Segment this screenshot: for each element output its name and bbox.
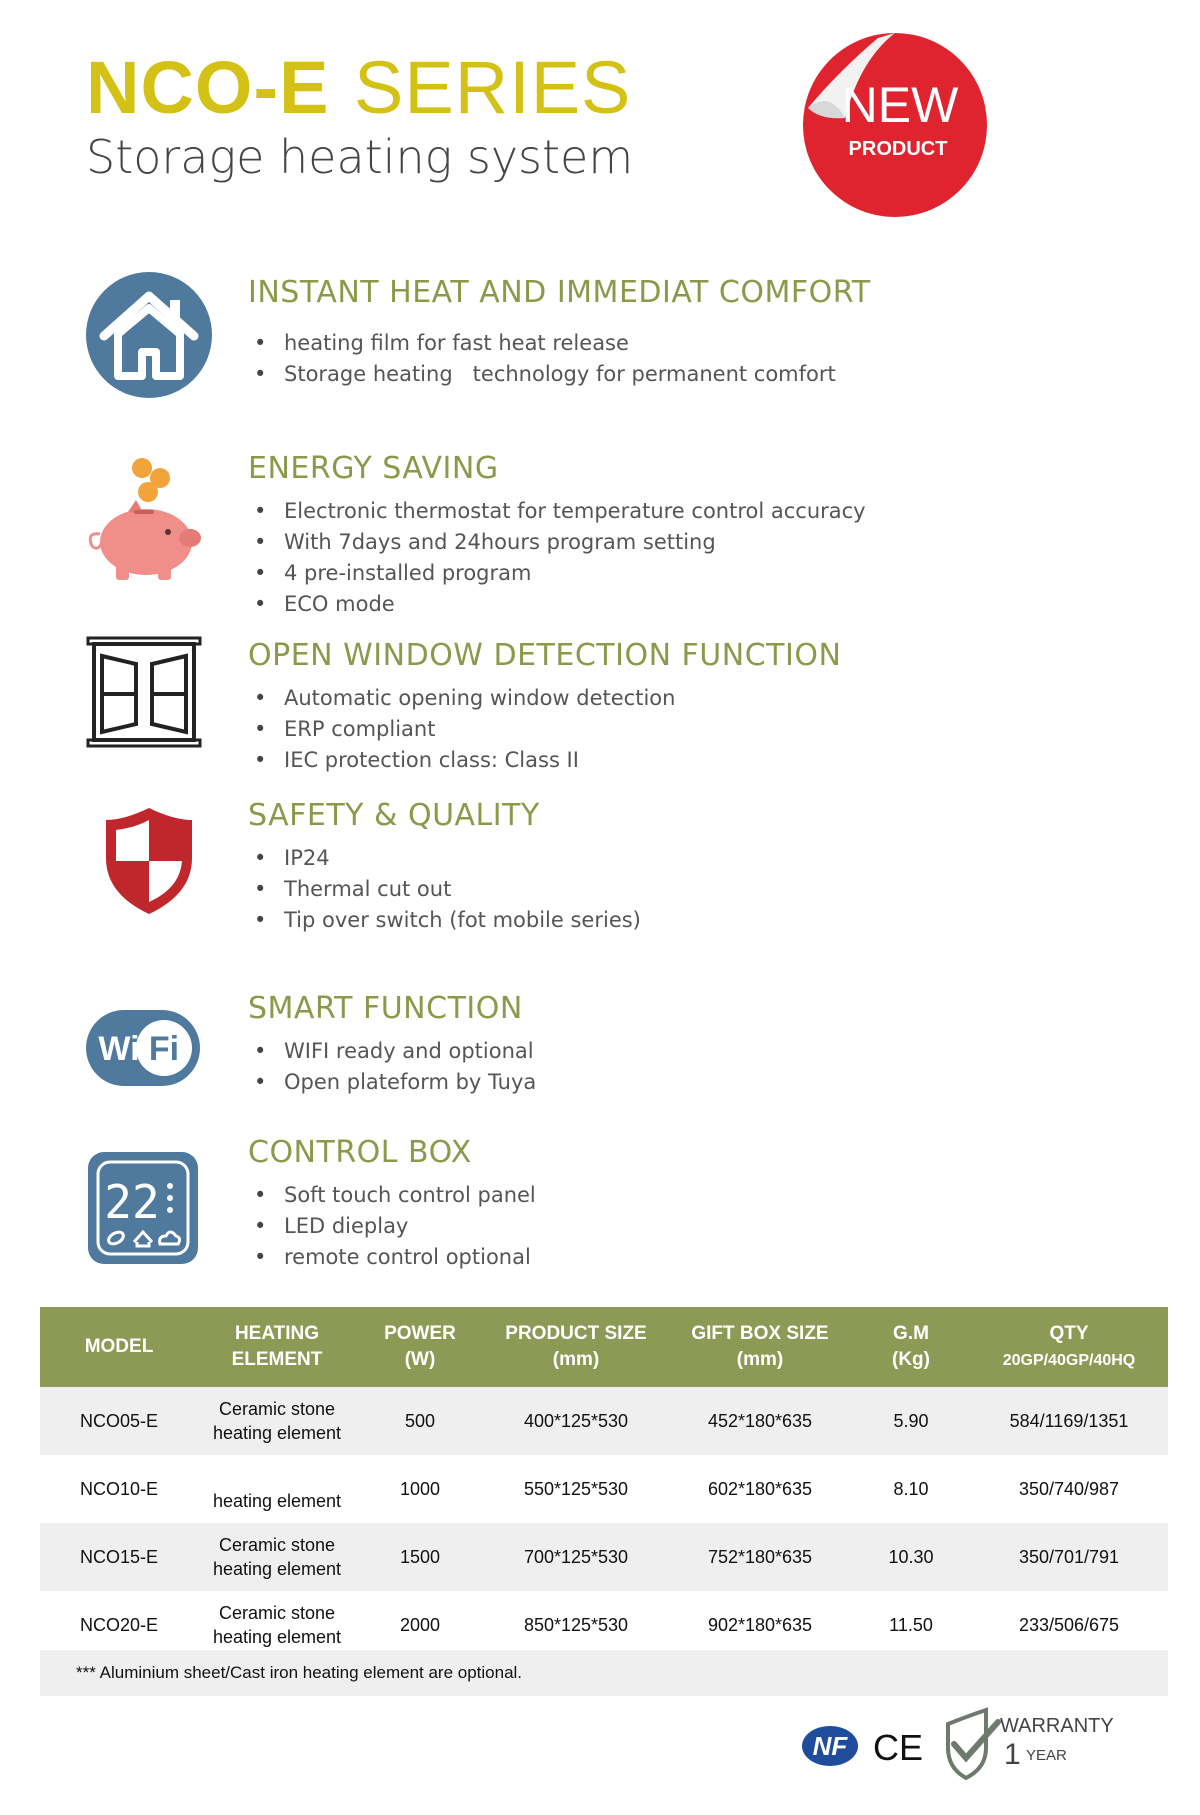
section-title: INSTANT HEAT AND IMMEDIAT COMFORT (248, 275, 871, 310)
section-open-window (248, 638, 841, 776)
section-smart-function (248, 991, 536, 1098)
cell-element: heating element (198, 1455, 356, 1523)
cell-gm: 11.50 (852, 1591, 970, 1659)
cell-qty: 350/701/791 (970, 1523, 1168, 1591)
list-item: • Automatic opening window detection (248, 683, 841, 714)
table-row (40, 1387, 1168, 1455)
cell-box-size: 752*180*635 (668, 1523, 852, 1591)
section-title: CONTROL BOX (248, 1135, 472, 1170)
section-title: SAFETY & QUALITY (248, 798, 540, 833)
cell-box-size: 452*180*635 (668, 1387, 852, 1455)
section-title: OPEN WINDOW DETECTION FUNCTION (248, 638, 842, 673)
wifi-text-wi: Wi (98, 1030, 140, 1068)
ce-mark: CE (872, 1727, 924, 1768)
spec-table (40, 1307, 1168, 1659)
title-model: NCO-E (86, 46, 330, 129)
cell-model: NCO20-E (40, 1591, 198, 1659)
section-instant-heat (248, 275, 871, 390)
cell-element: Ceramic stone heating element (198, 1387, 356, 1455)
wifi-icon (86, 1010, 200, 1086)
list-item: • Electronic thermostat for temperature control accuracy (248, 496, 866, 527)
cell-element: Ceramic stone heating element (198, 1591, 356, 1659)
col-header-power: POWER (W) (356, 1307, 484, 1387)
list-item: • WIFI ready and optional (248, 1036, 536, 1067)
cell-power: 1000 (356, 1455, 484, 1523)
list-item: • Tip over switch (fot mobile series) (248, 905, 641, 936)
section-energy-saving (248, 451, 866, 620)
cell-product-size: 400*125*530 (484, 1387, 668, 1455)
new-product-badge (800, 30, 990, 220)
cell-qty: 233/506/675 (970, 1591, 1168, 1659)
list-item: • Open plateform by Tuya (248, 1067, 536, 1098)
cell-element: Ceramic stone heating element (198, 1523, 356, 1591)
cell-product-size: 850*125*530 (484, 1591, 668, 1659)
thermostat-display: 22 (104, 1175, 160, 1229)
table-footnote: *** Aluminium sheet/Cast iron heating element are optional. (40, 1650, 1168, 1696)
list-item: • Thermal cut out (248, 874, 641, 905)
cell-model: NCO15-E (40, 1523, 198, 1591)
table-row (40, 1523, 1168, 1591)
list-item: • IP24 (248, 843, 641, 874)
list-item: • 4 pre-installed program (248, 558, 866, 589)
title-series: SERIES (353, 46, 632, 129)
cell-qty: 584/1169/1351 (970, 1387, 1168, 1455)
list-item: • Storage heating technology for permanent comfort (248, 359, 871, 390)
nf-text: NF (812, 1731, 848, 1761)
warranty-check-icon (948, 1710, 998, 1778)
col-header-gm: G.M (Kg) (852, 1307, 970, 1387)
cell-box-size: 902*180*635 (668, 1591, 852, 1659)
cell-model: NCO05-E (40, 1387, 198, 1455)
page-subtitle: Storage heating system (86, 130, 634, 184)
table-row (40, 1455, 1168, 1523)
window-icon (86, 636, 202, 748)
col-header-qty: QTY 20GP/40GP/40HQ (970, 1307, 1168, 1387)
section-control-box (248, 1135, 536, 1273)
thermostat-icon (86, 1150, 200, 1266)
list-item: • ECO mode (248, 589, 866, 620)
list-item: • remote control optional (248, 1242, 536, 1273)
cell-power: 1500 (356, 1523, 484, 1591)
col-header-gift-box-size: GIFT BOX SIZE (mm) (668, 1307, 852, 1387)
wifi-text-fi: Fi (148, 1030, 180, 1068)
col-header-heating-element: HEATING ELEMENT (198, 1307, 356, 1387)
list-item: • Soft touch control panel (248, 1180, 536, 1211)
warranty-years: 1 (1004, 1738, 1021, 1771)
cell-gm: 10.30 (852, 1523, 970, 1591)
cell-qty: 350/740/987 (970, 1455, 1168, 1523)
page-title (86, 48, 631, 128)
certification-logos (800, 1702, 1130, 1782)
section-title: ENERGY SAVING (248, 451, 499, 486)
list-item: • LED dieplay (248, 1211, 536, 1242)
cell-model: NCO10-E (40, 1455, 198, 1523)
warranty-unit: YEAR (1026, 1747, 1067, 1764)
col-header-product-size: PRODUCT SIZE (mm) (484, 1307, 668, 1387)
list-item: • heating film for fast heat release (248, 328, 871, 359)
cell-box-size: 602*180*635 (668, 1455, 852, 1523)
section-safety-quality (248, 798, 641, 936)
cell-gm: 5.90 (852, 1387, 970, 1455)
badge-product-text: PRODUCT (848, 138, 948, 160)
badge-new-text: NEW (841, 77, 959, 133)
cell-product-size: 700*125*530 (484, 1523, 668, 1591)
cell-gm: 8.10 (852, 1455, 970, 1523)
list-item: • IEC protection class: Class II (248, 745, 841, 776)
table-row (40, 1591, 1168, 1659)
list-item: • With 7days and 24hours program setting (248, 527, 866, 558)
shield-icon (104, 806, 194, 916)
section-title: SMART FUNCTION (248, 991, 523, 1026)
cell-power: 2000 (356, 1591, 484, 1659)
col-header-model: MODEL (40, 1307, 198, 1387)
cell-power: 500 (356, 1387, 484, 1455)
cell-product-size: 550*125*530 (484, 1455, 668, 1523)
list-item: • ERP compliant (248, 714, 841, 745)
piggy-bank-icon (86, 452, 206, 584)
table-header-row (40, 1307, 1168, 1387)
warranty-text: WARRANTY (1000, 1715, 1114, 1737)
house-icon (86, 272, 212, 398)
nf-logo-icon (802, 1726, 858, 1766)
